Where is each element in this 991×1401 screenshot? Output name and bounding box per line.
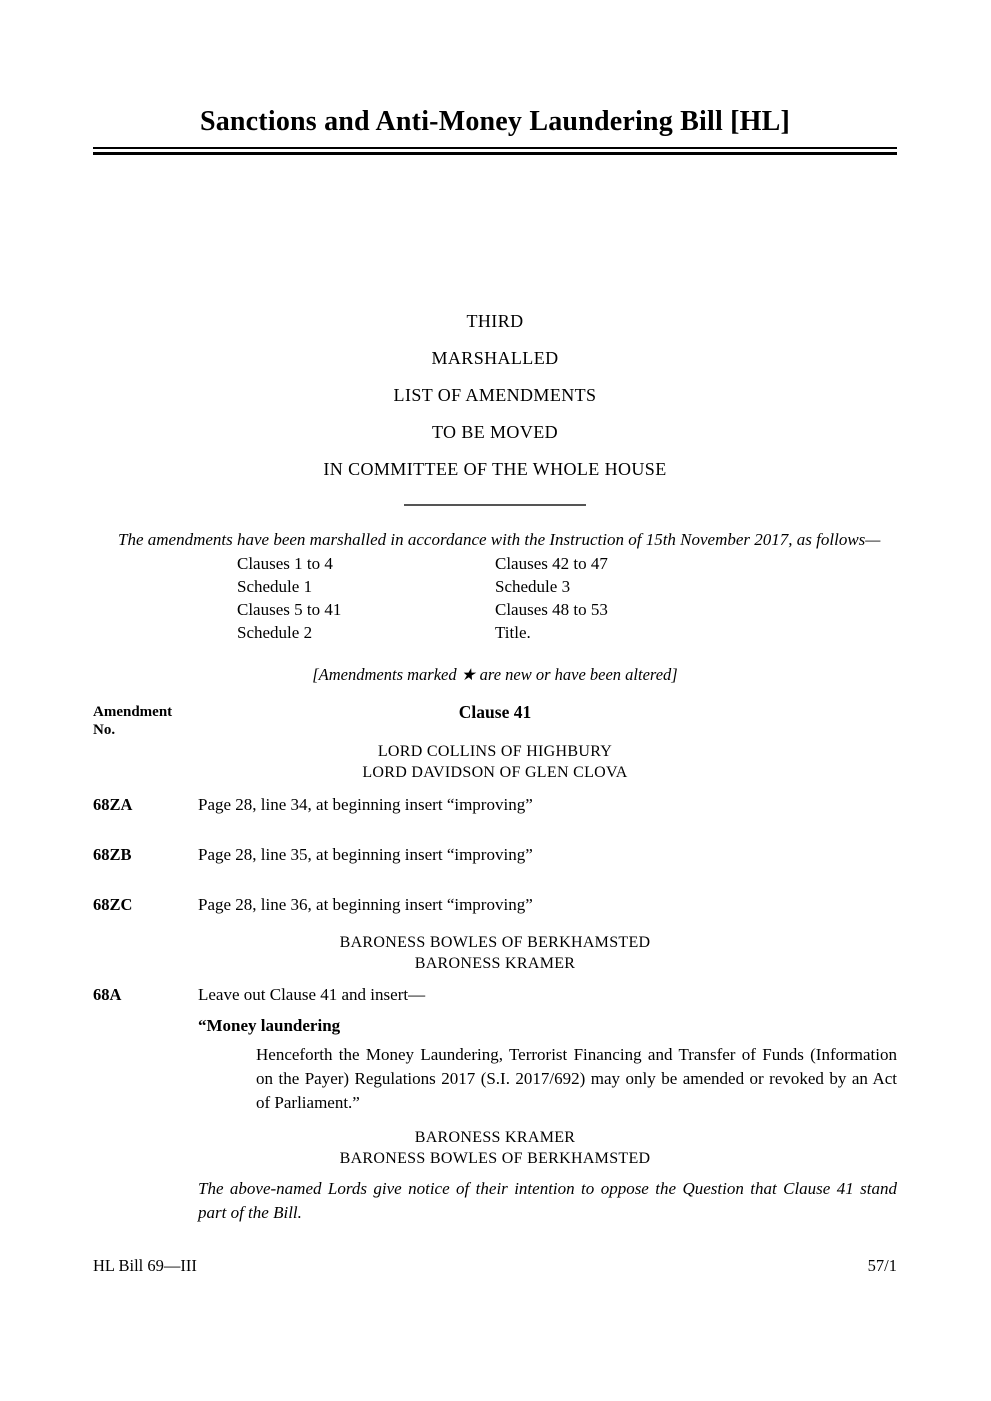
amendment-no-label-line2: No.	[93, 722, 116, 738]
sponsor-name: BARONESS KRAMER	[414, 1129, 576, 1146]
heading-line: LIST OF AMENDMENTS	[393, 385, 597, 405]
starred-amendments-note: [Amendments marked ★ are new or have been altered]	[312, 665, 678, 684]
marshalling-intro: The amendments have been marshalled in accordance with the Instruction of 15th November 2017, as follows—	[118, 530, 881, 549]
heading-line: THIRD	[466, 311, 524, 331]
heading-line: IN COMMITTEE OF THE WHOLE HOUSE	[323, 459, 667, 479]
amendment-text: Page 28, line 36, at beginning insert “improving”	[198, 895, 533, 914]
marshalling-item: Schedule 2	[237, 623, 313, 642]
amendment-number: 68ZA	[93, 795, 133, 814]
heading-line: MARSHALLED	[431, 348, 559, 368]
inserted-clause-body: Henceforth the Money Laundering, Terrorist Financing and Transfer of Funds (Information on the Payer) Regulations 2017 (S.I. 2017/692) may only be amended or revoked by an Act of Parliament.”	[256, 1045, 897, 1112]
sponsor-name: LORD COLLINS OF HIGHBURY	[377, 743, 613, 760]
amendment-row	[93, 893, 897, 917]
title-rule	[93, 147, 897, 155]
bill-reference: HL Bill 69—III	[93, 1256, 197, 1275]
amendment-number: 68A	[93, 985, 122, 1004]
marshalling-item: Schedule 1	[237, 577, 313, 596]
page-footer	[93, 1256, 897, 1276]
clause-heading-row	[93, 702, 897, 739]
marshalled-list-heading	[93, 303, 897, 488]
title-rule-thick	[93, 152, 897, 155]
marshalling-item: Schedule 3	[495, 577, 571, 596]
amendment-row	[93, 983, 897, 1007]
title-rule-thin	[93, 147, 897, 149]
marshalling-item: Clauses 48 to 53	[495, 600, 608, 619]
sponsor-name: LORD DAVIDSON OF GLEN CLOVA	[362, 764, 628, 781]
sponsor-group-1	[93, 741, 897, 783]
sponsor-group-2	[93, 932, 897, 974]
heading-line: TO BE MOVED	[431, 422, 559, 442]
marshalling-item: Clauses 5 to 41	[237, 600, 342, 619]
section-divider-rule	[404, 504, 586, 506]
amendment-row	[93, 793, 897, 817]
inserted-clause-heading: “Money laundering	[198, 1016, 341, 1035]
oppose-question-notice: The above-named Lords give notice of their intention to oppose the Question that Clause 41 stand part of the Bill.	[198, 1179, 897, 1222]
amendment-text: Leave out Clause 41 and insert—	[198, 985, 426, 1004]
amendment-no-label-line1: Amendment	[93, 704, 173, 720]
marshalling-item: Clauses 42 to 47	[495, 554, 608, 573]
sponsor-group-3	[93, 1127, 897, 1169]
marshalling-right-column	[495, 552, 608, 644]
amendment-number: 68ZB	[93, 845, 132, 864]
marshalling-item: Title.	[495, 623, 531, 642]
marshalling-item: Clauses 1 to 4	[237, 554, 333, 573]
amendment-row	[93, 843, 897, 867]
marshalling-left-column	[237, 552, 495, 644]
sponsor-name: BARONESS KRAMER	[414, 955, 576, 972]
sponsor-name: BARONESS BOWLES OF BERKHAMSTED	[339, 934, 651, 951]
amendment-number: 68ZC	[93, 895, 133, 914]
marshalling-order-columns	[237, 552, 897, 644]
amendment-no-column-label	[93, 703, 172, 739]
sponsor-name: BARONESS BOWLES OF BERKHAMSTED	[339, 1150, 651, 1167]
bill-title: Sanctions and Anti-Money Laundering Bill [HL]	[199, 106, 791, 137]
clause-title: Clause 41	[458, 702, 532, 722]
print-reference: 57/1	[867, 1256, 897, 1275]
amendment-text: Page 28, line 35, at beginning insert “improving”	[198, 845, 533, 864]
amendment-text: Page 28, line 34, at beginning insert “improving”	[198, 795, 533, 814]
